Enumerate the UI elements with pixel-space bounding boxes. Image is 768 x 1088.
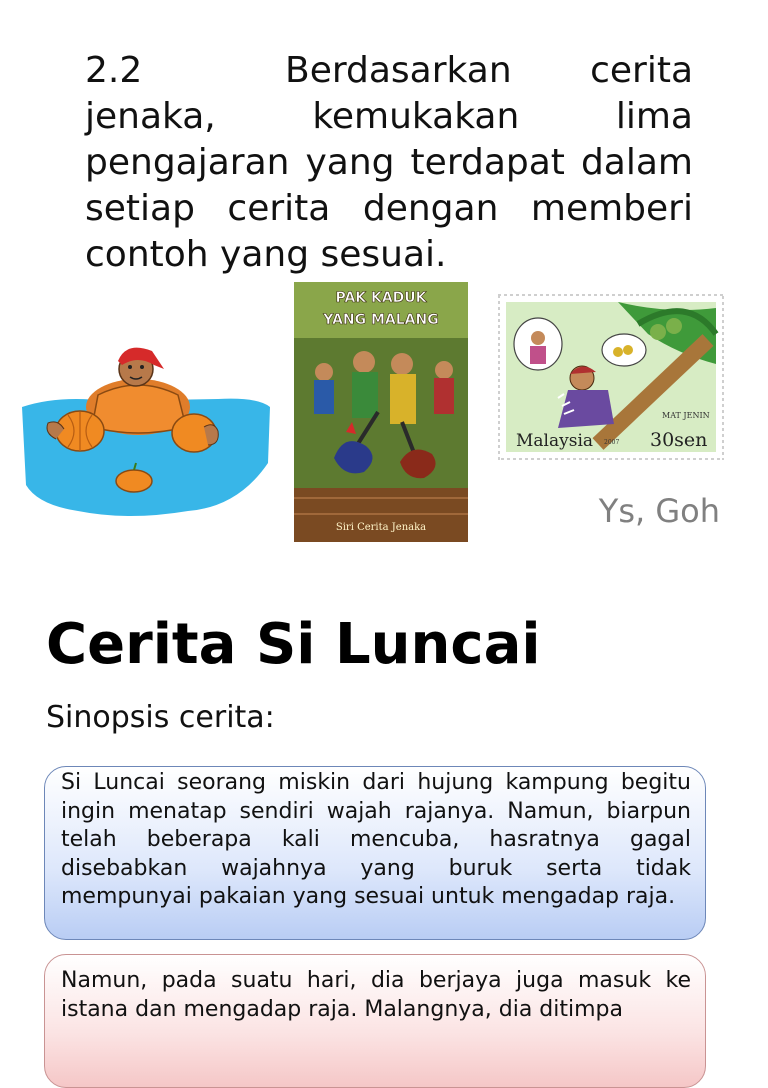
synopsis-box-2: Namun, pada suatu hari, dia berjaya juga masuk ke istana dan mengadap raja. Malangnya, dia ditimpa	[44, 954, 706, 1088]
cover-series: Siri Cerita Jenaka	[335, 522, 427, 533]
story-title: Cerita Si Luncai	[46, 612, 541, 677]
question-text: Berdasarkan cerita jenaka, kemukakan lima pengajaran yang terdapat dalam setiap cerita dengan memberi contoh yang sesuai.	[85, 50, 693, 275]
question-number: 2.2	[85, 50, 143, 91]
synopsis-label: Sinopsis cerita:	[46, 700, 275, 735]
cover-title-line2: YANG MALANG	[323, 312, 439, 328]
luncai-illustration	[18, 335, 273, 525]
author-credit: Ys, Goh	[598, 492, 720, 530]
mat-jenin-stamp	[498, 294, 724, 460]
stamp-country: Malaysia	[516, 431, 594, 451]
question-paragraph	[85, 48, 693, 278]
synopsis-box-1: Si Luncai seorang miskin dari hujung kampung begitu ingin menatap sendiri wajah rajanya. Namun, biarpun telah beberapa kali mencuba, hasratnya gagal disebabkan wajahnya yang buruk serta tidak mempunyai pakaian yang sesuai untuk mengadap raja.	[44, 766, 706, 940]
stamp-value: 30sen	[650, 429, 708, 451]
stamp-artist: MAT JENIN	[662, 411, 710, 420]
pak-kaduk-book-cover	[294, 282, 468, 542]
cover-title-line1: PAK KADUK	[335, 290, 427, 306]
stamp-year: 2007	[604, 439, 620, 446]
